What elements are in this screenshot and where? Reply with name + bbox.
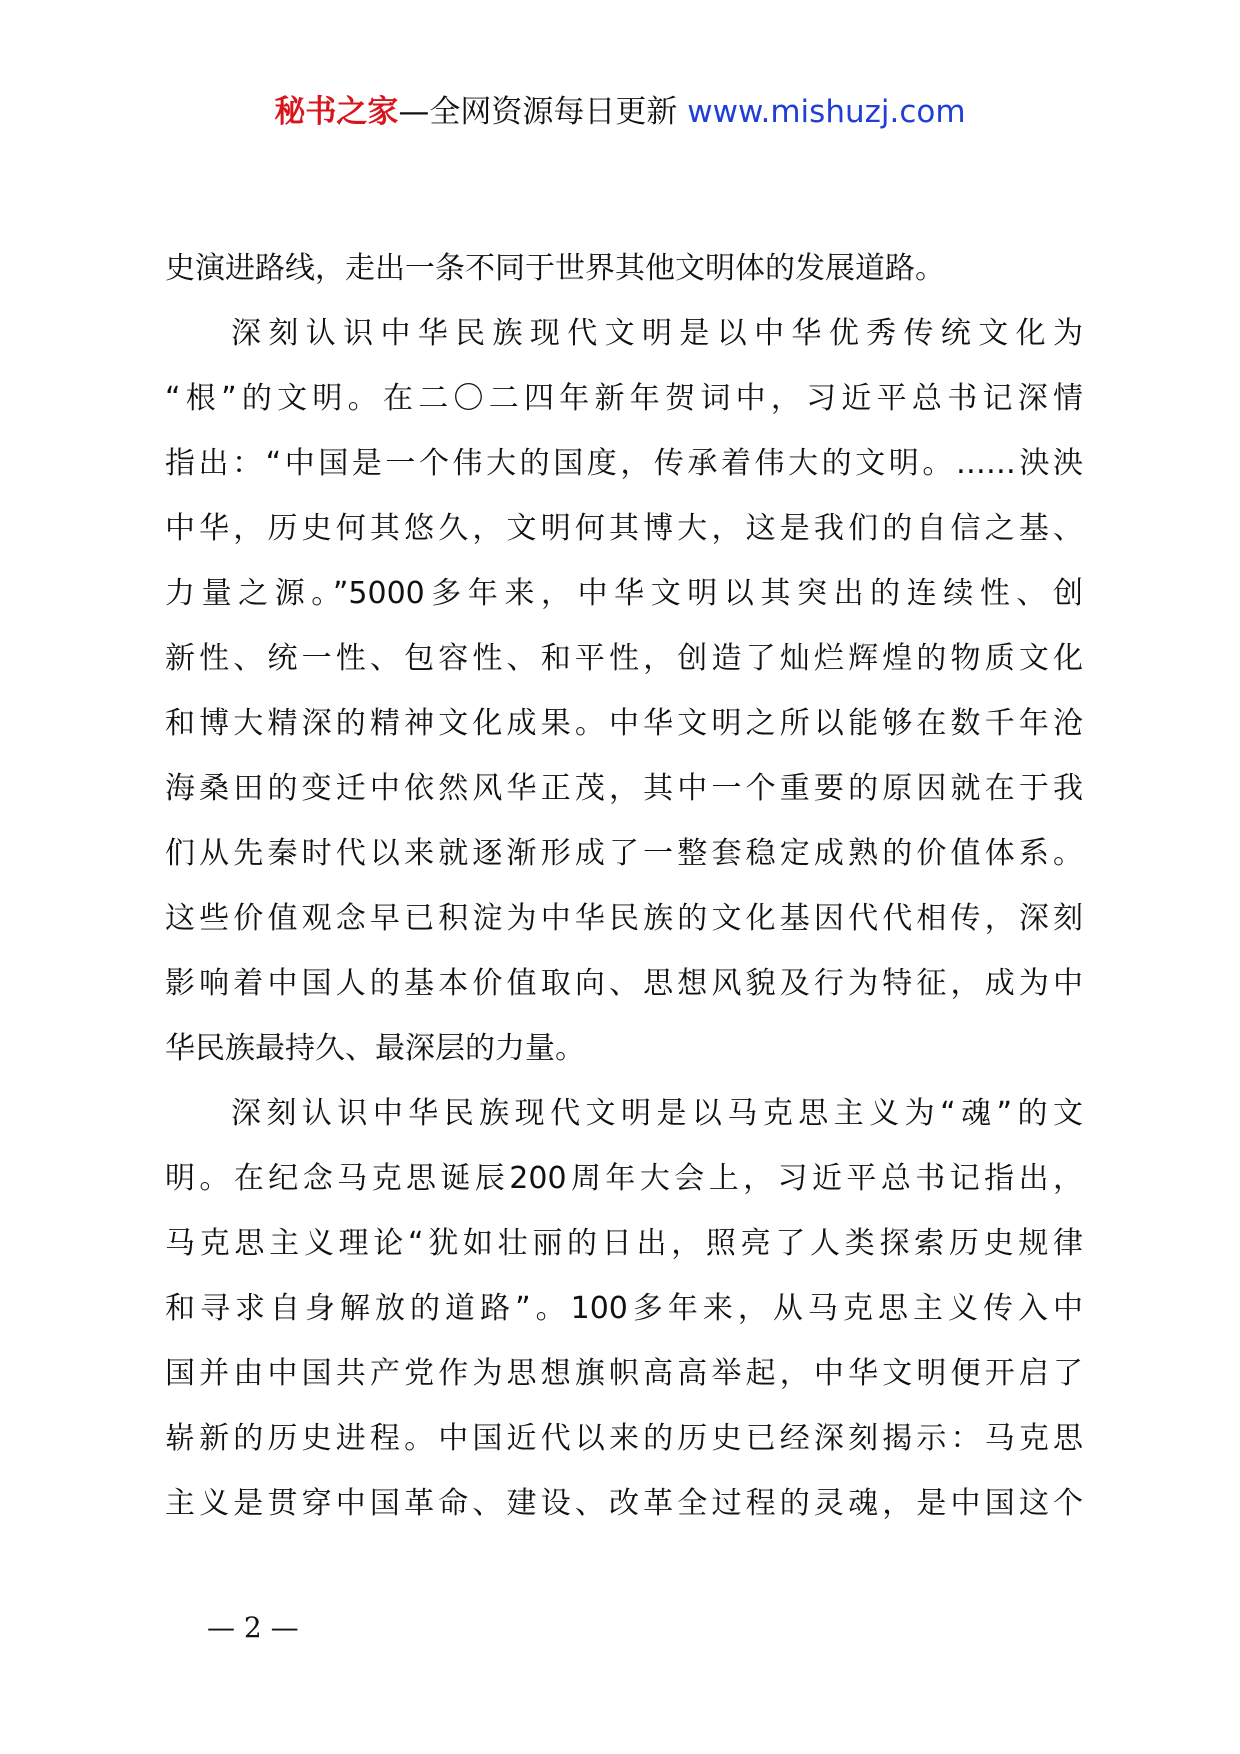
site-tagline: —全网资源每日更新 <box>398 94 688 130</box>
text-line: 深刻认识中华民族现代文明是以中华优秀传统文化为 <box>231 316 1083 351</box>
text-line: 崭新的历史进程。中国近代以来的历史已经深刻揭示：马克思 <box>165 1421 1083 1456</box>
text-line: 海桑田的变迁中依然风华正茂，其中一个重要的原因就在于我 <box>165 771 1083 806</box>
text-line: “根”的文明。在二〇二四年新年贺词中，习近平总书记深情 <box>165 381 1083 416</box>
text-line: 明。在纪念马克思诞辰200周年大会上，习近平总书记指出， <box>165 1161 1083 1196</box>
text-line: 新性、统一性、包容性、和平性，创造了灿烂辉煌的物质文化 <box>165 641 1083 676</box>
text-line: 主义是贯穿中国革命、建设、改革全过程的灵魂，是中国这个 <box>165 1486 1083 1521</box>
text-line: 指出：“中国是一个伟大的国度，传承着伟大的文明。……泱泱 <box>165 446 1083 481</box>
document-body <box>165 236 1083 1536</box>
text-line: 们从先秦时代以来就逐渐形成了一整套稳定成熟的价值体系。 <box>165 836 1083 871</box>
text-line: 国并由中国共产党作为思想旗帜高高举起，中华文明便开启了 <box>165 1356 1083 1391</box>
text-line: 这些价值观念早已积淀为中华民族的文化基因代代相传，深刻 <box>165 901 1083 936</box>
site-brand-name: 秘书之家 <box>274 94 399 130</box>
site-watermark-header <box>0 92 1240 132</box>
text-line: 马克思主义理论“犹如壮丽的日出，照亮了人类探索历史规律 <box>165 1226 1083 1261</box>
text-line: 影响着中国人的基本价值取向、思想风貌及行为特征，成为中 <box>165 966 1083 1001</box>
text-line: 力量之源。”5000多年来，中华文明以其突出的连续性、创 <box>165 576 1083 611</box>
text-line: 和寻求自身解放的道路”。100多年来，从马克思主义传入中 <box>165 1291 1083 1326</box>
text-line: 深刻认识中华民族现代文明是以马克思主义为“魂”的文 <box>231 1096 1083 1131</box>
page-number: — 2 — <box>207 1611 299 1644</box>
site-url: www.mishuzj.com <box>687 94 966 130</box>
text-line: 华民族最持久、最深层的力量。 <box>165 1031 585 1066</box>
text-line: 和博大精深的精神文化成果。中华文明之所以能够在数千年沧 <box>165 706 1083 741</box>
text-line: 史演进路线，走出一条不同于世界其他文明体的发展道路。 <box>165 251 945 286</box>
text-line: 中华，历史何其悠久，文明何其博大，这是我们的自信之基、 <box>165 511 1083 546</box>
